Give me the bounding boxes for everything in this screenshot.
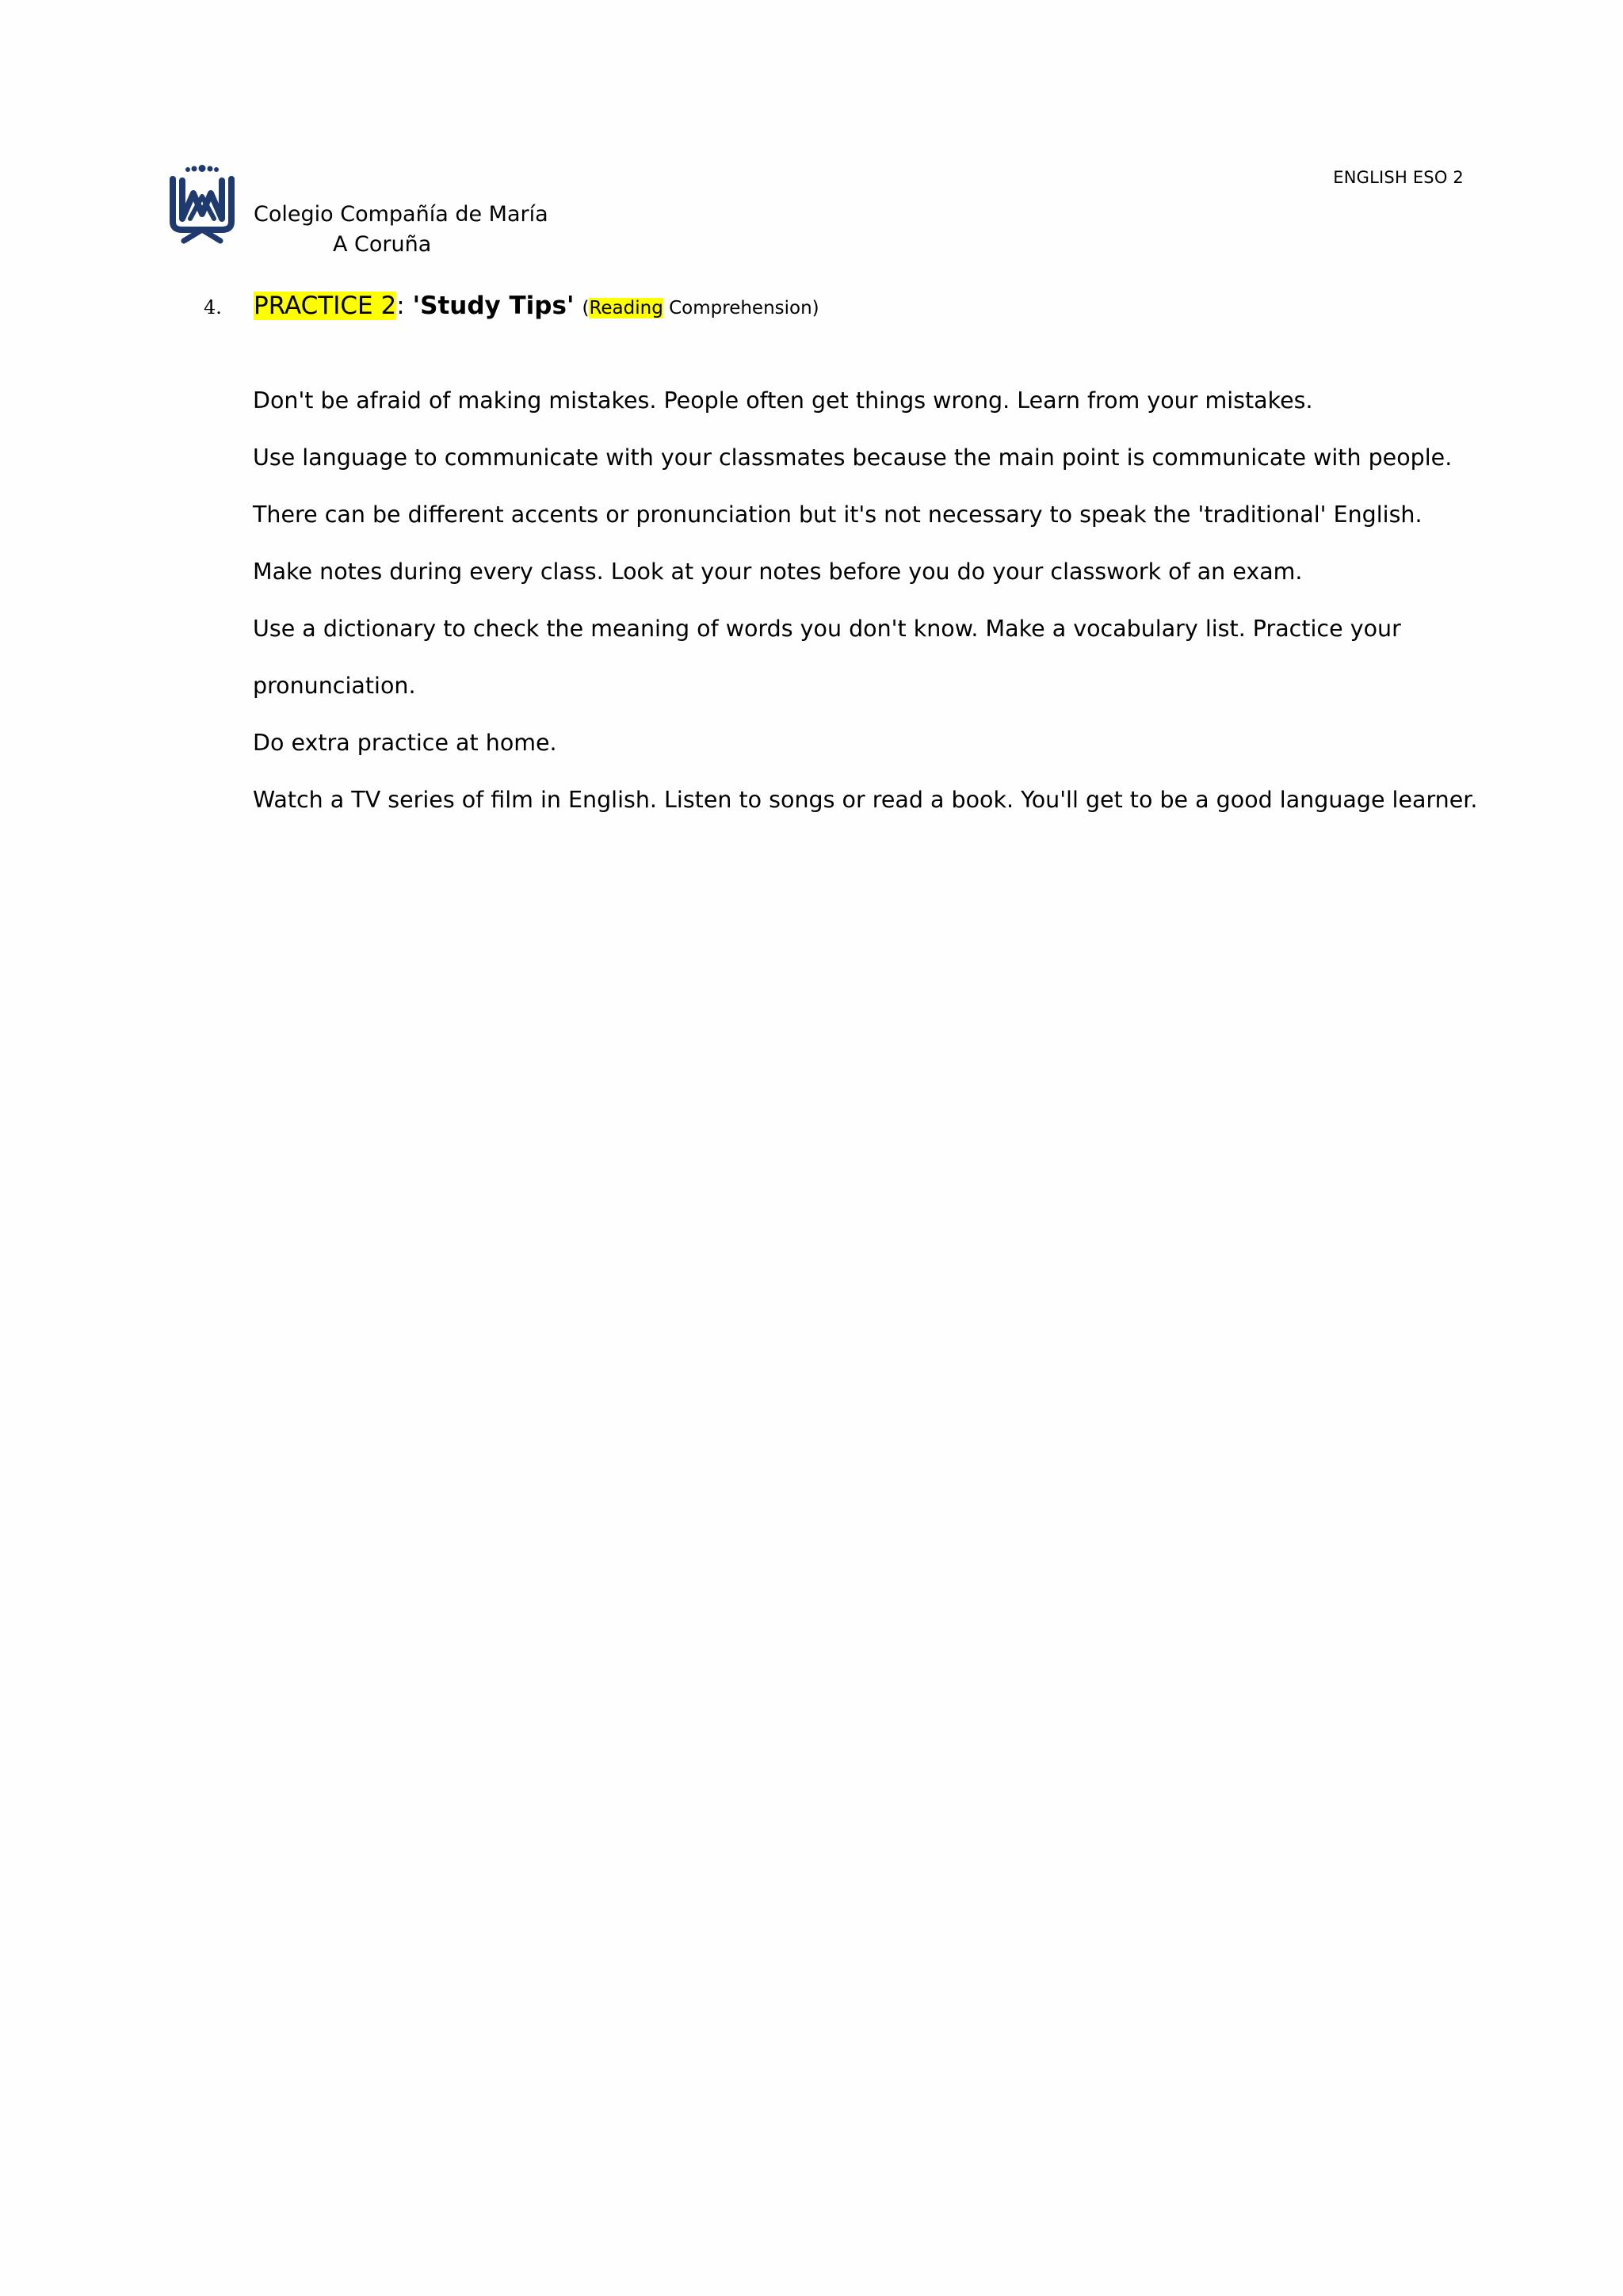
heading-colon: : <box>396 292 405 320</box>
school-city: A Coruña <box>333 232 432 257</box>
school-name: Colegio Compañía de María <box>254 202 548 227</box>
subtitle-open: ( <box>582 298 590 318</box>
tip-line: Use language to communicate with your classmates because the main point is communicate with people. <box>253 444 1453 471</box>
subtitle-highlight: Reading <box>589 298 663 318</box>
section-number: 4. <box>204 296 222 318</box>
subtitle-rest: Comprehension) <box>663 298 819 318</box>
section-title: 'Study Tips' <box>412 292 575 320</box>
tip-line: Make notes during every class. Look at your notes before you do your classwork of an exam. <box>253 559 1303 585</box>
tips-list <box>253 372 1489 829</box>
tip-line: There can be different accents or pronunciation but it's not necessary to speak the 'traditional' English. <box>253 502 1423 528</box>
section-subtitle <box>582 298 819 318</box>
school-name-block <box>254 200 548 260</box>
section-heading <box>204 292 819 320</box>
tip-line: Do extra practice at home. <box>253 730 557 756</box>
school-crest-icon <box>166 165 238 244</box>
tip-line: pronunciation. <box>253 673 416 699</box>
course-label: ENGLISH ESO 2 <box>1333 168 1464 187</box>
tip-line: Don't be afraid of making mistakes. People often get things wrong. Learn from your mistakes. <box>253 387 1313 414</box>
tip-line: Watch a TV series of film in English. Listen to songs or read a book. You'll get to be a good language learner. <box>253 787 1478 813</box>
practice-label: PRACTICE 2 <box>254 292 397 320</box>
tip-line: Use a dictionary to check the meaning of words you don't know. Make a vocabulary list. Practice your <box>253 616 1401 642</box>
